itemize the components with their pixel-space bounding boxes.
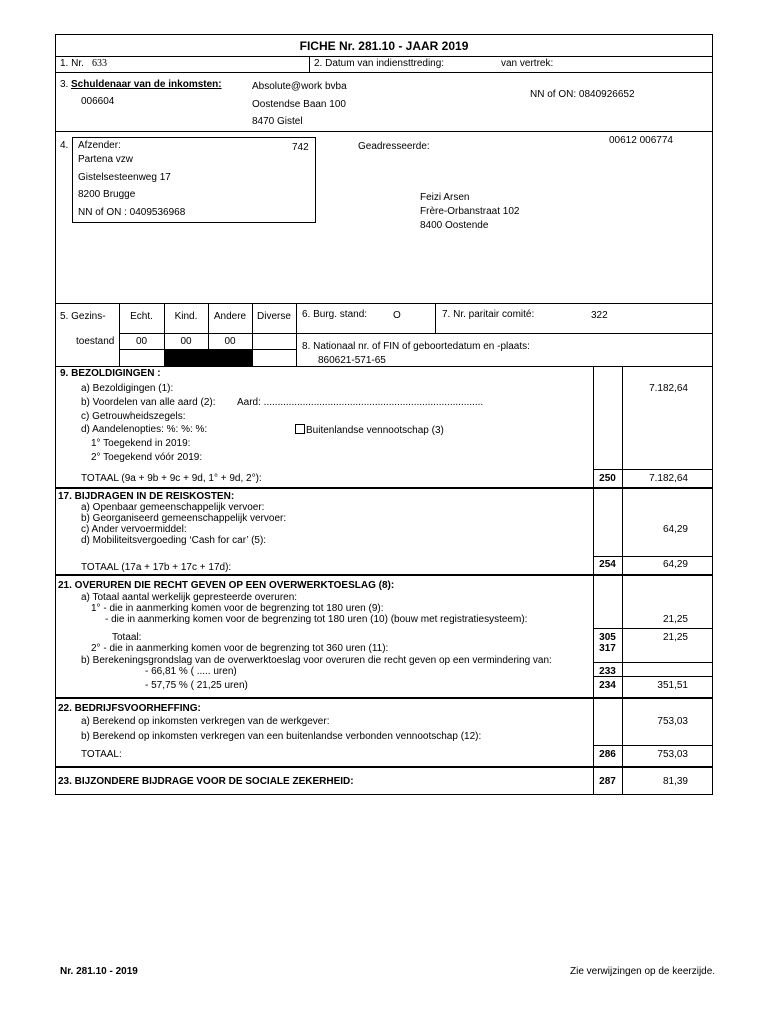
s9-b: b) Voordelen van alle aard (2): xyxy=(81,397,216,408)
family-header: Andere xyxy=(213,311,247,322)
divider xyxy=(55,131,713,132)
s21-b: b) Berekeningsgrondslag van de overwerktoeslag voor overuren die recht geven op een vermindering van: xyxy=(81,655,552,666)
vertrek-label: van vertrek: xyxy=(501,58,554,69)
divider xyxy=(55,72,713,73)
datum-label: 2. Datum van indiensttreding: xyxy=(314,58,445,69)
s23-value: 81,39 xyxy=(662,776,688,787)
addressee-city: 8400 Oostende xyxy=(420,220,489,231)
form-title: FICHE Nr. 281.10 - JAAR 2019 xyxy=(299,39,469,53)
divider xyxy=(593,662,713,663)
national-value: 860621-571-65 xyxy=(318,355,386,366)
s17-c-value: 64,29 xyxy=(662,524,688,535)
paritair-value: 322 xyxy=(591,310,608,321)
s17-head: 17. BIJDRAGEN IN DE REISKOSTEN: xyxy=(58,491,235,502)
family-header: Diverse xyxy=(257,311,291,322)
column-divider xyxy=(593,366,594,795)
debtor-nn: NN of ON: 0840926652 xyxy=(530,89,635,100)
nr-value: 633 xyxy=(92,58,107,69)
divider xyxy=(55,303,713,304)
s21-a: a) Totaal aantal werkelijk gepresteerde overuren: xyxy=(81,592,298,603)
s17-d: d) Mobiliteitsvergoeding ‘Cash for car’ (5): xyxy=(81,535,267,546)
s21-a2: 2° - die in aanmerking komen voor de begrenzing tot 360 uren (11): xyxy=(91,643,389,654)
s22-b: b) Berekend op inkomsten verkregen van een buitenlandse verbonden vennootschap (12): xyxy=(81,731,482,742)
footer-left: Nr. 281.10 - 2019 xyxy=(60,966,138,977)
divider xyxy=(55,766,713,768)
s21-totaal-value: 21,25 xyxy=(662,632,688,643)
s22-code: 286 xyxy=(599,749,616,760)
family-value: 00 xyxy=(135,336,148,347)
s21-b1-code: 233 xyxy=(599,666,616,677)
divider xyxy=(309,56,310,72)
divider xyxy=(119,333,713,334)
burg-label: 6. Burg. stand: xyxy=(302,309,368,320)
s9-d2: 2° Toegekend vóór 2019: xyxy=(91,452,203,463)
s17-total-value: 64,29 xyxy=(662,559,688,570)
family-label-1: 5. Gezins- xyxy=(60,311,106,322)
s22-head: 22. BEDRIJFSVOORHEFFING: xyxy=(58,703,201,714)
family-header: Echt. xyxy=(130,311,153,322)
s9-d-foreign-label: Buitenlandse vennootschap (3) xyxy=(306,425,444,436)
s21-b2-code: 234 xyxy=(599,680,616,691)
debtor-street: Oostendse Baan 100 xyxy=(252,99,346,110)
s22-total-value: 753,03 xyxy=(657,749,688,760)
debtor-label-num: 3. xyxy=(60,79,69,90)
s23-head: 23. BIJZONDERE BIJDRAGE VOOR DE SOCIALE ZEKERHEID: xyxy=(58,776,354,787)
s21-a2-code: 317 xyxy=(599,643,616,654)
sender-street: Gistelsesteenweg 17 xyxy=(78,172,171,183)
s21-a1b-value: 21,25 xyxy=(662,614,688,625)
checkbox[interactable] xyxy=(295,424,305,434)
divider xyxy=(435,303,436,333)
s9-total-value: 7.182,64 xyxy=(649,473,688,484)
debtor-name: Absolute@work bvba xyxy=(252,81,347,92)
s22-a-value: 753,03 xyxy=(657,716,688,727)
addressee-ref: 00612 006774 xyxy=(609,135,673,146)
s21-a1: 1° - die in aanmerking komen voor de begrenzing tot 180 uren (9): xyxy=(91,603,384,614)
s22-a: a) Berekend op inkomsten verkregen van de werkgever: xyxy=(81,716,330,727)
s9-head: 9. BEZOLDIGINGEN : xyxy=(60,368,161,379)
divider xyxy=(55,56,713,57)
s23-code: 287 xyxy=(599,776,616,787)
sender-nn: NN of ON : 0409536968 xyxy=(78,207,186,218)
s9-code: 250 xyxy=(599,473,616,484)
s21-head: 21. OVERUREN DIE RECHT GEVEN OP EEN OVERWERKTOESLAG (8): xyxy=(58,580,395,591)
sender-num: 4. xyxy=(60,140,69,151)
s9-b-aard: Aard: ............................................................................... xyxy=(237,397,484,408)
s21-totaal-code: 305 xyxy=(599,632,616,643)
footer-right: Zie verwijzingen op de keerzijde. xyxy=(570,966,716,977)
sender-city: 8200 Brugge xyxy=(78,189,136,200)
sender-name: Partena vzw xyxy=(78,154,134,165)
divider xyxy=(55,366,713,367)
s22-total: TOTAAL: xyxy=(81,749,122,760)
redaction-block xyxy=(164,349,252,366)
s21-b2: - 57,75 % ( 21,25 uren) xyxy=(145,680,248,691)
divider xyxy=(55,487,713,489)
nr-label: 1. Nr. xyxy=(60,58,84,69)
s21-a1b: - die in aanmerking komen voor de begrenzing tot 180 uren (10) (bouw met registratiesysteem): xyxy=(105,614,528,625)
divider xyxy=(593,469,713,470)
divider xyxy=(593,556,713,557)
s9-a: a) Bezoldigingen (1): xyxy=(81,383,174,394)
paritair-label: 7. Nr. paritair comité: xyxy=(442,309,535,320)
s9-total: TOTAAL (9a + 9b + 9c + 9d, 1° + 9d, 2°): xyxy=(81,473,262,484)
family-header: Kind. xyxy=(174,311,198,322)
s17-c: c) Ander vervoermiddel: xyxy=(81,524,187,535)
s21-b1: - 66,81 % ( ..... uren) xyxy=(145,666,237,677)
s17-a: a) Openbaar gemeenschappelijk vervoer: xyxy=(81,502,265,513)
s17-total: TOTAAL (17a + 17b + 17c + 17d): xyxy=(81,562,232,573)
family-value: 00 xyxy=(224,336,236,347)
addressee-label: Geadresseerde: xyxy=(358,141,430,152)
sender-label: Afzender: xyxy=(78,140,121,151)
sender-code: 742 xyxy=(292,142,309,153)
family-value: 00 xyxy=(180,336,192,347)
addressee-street: Frère-Orbanstraat 102 xyxy=(420,206,520,217)
s21-b2-value: 351,51 xyxy=(657,680,688,691)
s17-b: b) Georganiseerd gemeenschappelijk vervoer: xyxy=(81,513,287,524)
debtor-label: Schuldenaar van de inkomsten: xyxy=(71,79,222,90)
divider xyxy=(593,628,713,629)
divider xyxy=(55,574,713,576)
divider xyxy=(296,303,297,366)
column-divider xyxy=(622,366,623,795)
s9-a-value: 7.182,64 xyxy=(649,383,688,394)
s9-d: d) Aandelenopties: %: %: %: xyxy=(81,424,208,435)
addressee-name: Feizi Arsen xyxy=(420,192,470,203)
burg-value: O xyxy=(393,310,401,321)
s21-totaal: Totaal: xyxy=(112,632,142,643)
divider xyxy=(55,697,713,699)
divider xyxy=(593,745,713,746)
national-label: 8. Nationaal nr. of FIN of geboortedatum en -plaats: xyxy=(302,341,530,352)
debtor-city: 8470 Gistel xyxy=(252,116,303,127)
divider xyxy=(593,676,713,677)
s9-d-foreign xyxy=(295,424,444,436)
family-label-2: toestand xyxy=(76,336,115,347)
s9-d1: 1° Toegekend in 2019: xyxy=(91,438,191,449)
s9-c: c) Getrouwheidszegels: xyxy=(81,411,186,422)
debtor-code: 006604 xyxy=(81,96,115,107)
s17-code: 254 xyxy=(599,559,616,570)
